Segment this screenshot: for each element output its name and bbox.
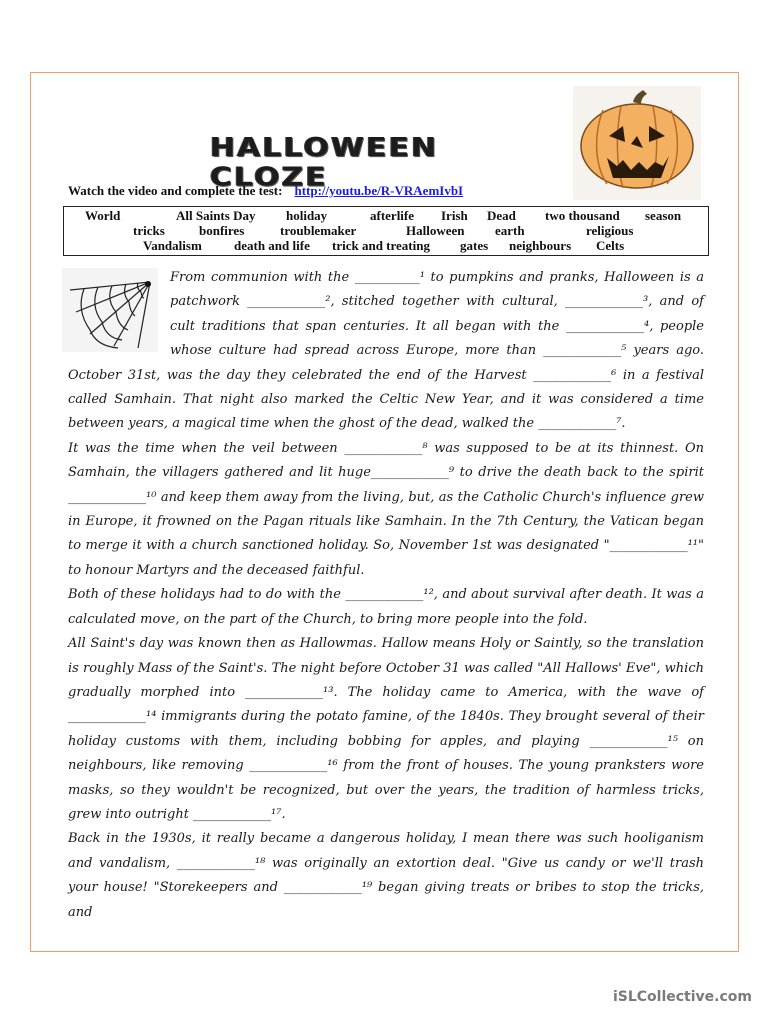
word-bank-item: Vandalism <box>143 238 202 253</box>
word-bank <box>63 206 709 256</box>
word-bank-item: All Saints Day <box>176 208 256 223</box>
word-bank-item: troublemaker <box>280 223 357 238</box>
paragraph: All Saint's day was known then as Hallowmas. Hallow means Holy or Saintly, so the translation is roughly Mass of the Saint's. The night before October 31 was called "All Hallows' Eve", which gradually morphed into ____________¹³. The holiday came to America, with the wave of ____________¹⁴ immigrants during the potato famine, of the 1840s. They brought several of their holiday customs with them, including bobbing for apples, and playing ____________¹⁵ on neighbours, like removing ____________¹⁶ from the front of houses. The young pranksters wore masks, so they wouldn't be recognized, but over the years, the tradition of harmless tricks, grew into outright ____________¹⁷. <box>68 636 704 822</box>
video-link[interactable]: http://youtu.be/R-VRAemIvbI <box>294 183 464 198</box>
word-bank-item: Halloween <box>406 223 465 238</box>
word-bank-item: season <box>645 208 682 223</box>
word-bank-item: earth <box>495 223 525 238</box>
word-bank-item: afterlife <box>370 208 415 223</box>
cloze-text <box>68 266 704 925</box>
word-bank-item: tricks <box>133 223 165 238</box>
word-bank-item: Celts <box>596 238 625 253</box>
word-bank-item: World <box>85 208 121 223</box>
word-bank-item: holiday <box>286 208 328 223</box>
pumpkin-image <box>573 86 701 200</box>
paragraph: Both of these holidays had to do with the ____________¹², and about survival after death. It was a calculated move, on the part of the Church, to bring more people into the fold. <box>68 587 704 627</box>
word-bank-item: gates <box>460 238 489 253</box>
word-bank-item: religious <box>586 223 634 238</box>
image-float-space <box>68 266 170 356</box>
paragraph: Back in the 1930s, it really became a dangerous holiday, I mean there was such hooliganism and vandalism, ____________¹⁸ was originally an extortion deal. "Give us candy or we'll trash your house! "Storekeepers and ____________¹⁹ began giving treats or bribes to stop the tricks, and <box>68 831 704 920</box>
word-bank-item: two thousand <box>545 208 620 223</box>
word-bank-item: bonfires <box>199 223 245 238</box>
word-bank-item: Irish <box>441 208 468 223</box>
instruction-text: Watch the video and complete the test: <box>68 183 283 198</box>
word-bank-item: trick and treating <box>332 238 430 253</box>
page-title: HALLOWEEN CLOZE <box>210 133 439 193</box>
paragraph: From communion with the __________¹ to pumpkins and pranks, Halloween is a patchwork ____________², stitched together with cultural, ____________³, and of cult traditions that span centuries. It all began with the ____________⁴, people whose culture had spread across Europe, more than ____________⁵ years ago. October 31st, was the day they celebrated the end of the Harvest ____________⁶ in a festival called Samhain. That night also marked the Celtic New Year, and it was considered a time between years, a magical time when the ghost of the dead, walked the ____________⁷. <box>68 270 704 432</box>
paragraph: It was the time when the veil between ____________⁸ was supposed to be at its thinnest. On Samhain, the villagers gathered and lit huge____________⁹ to drive the death back to the spirit ____________¹⁰ and keep them away from the living, but, as the Catholic Church's influence grew in Europe, it frowned on the Pagan rituals like Samhain. In the 7th Century, the Vatican began to merge it with a church sanctioned holiday. So, November 1st was designated "____________¹¹" to honour Martyrs and the deceased faithful. <box>68 440 704 578</box>
word-bank-item: Dead <box>487 208 516 223</box>
word-bank-item: death and life <box>234 238 310 253</box>
word-bank-item: neighbours <box>509 238 572 253</box>
instruction-line <box>68 183 463 199</box>
footer-brand: iSLCollective.com <box>612 989 752 1005</box>
